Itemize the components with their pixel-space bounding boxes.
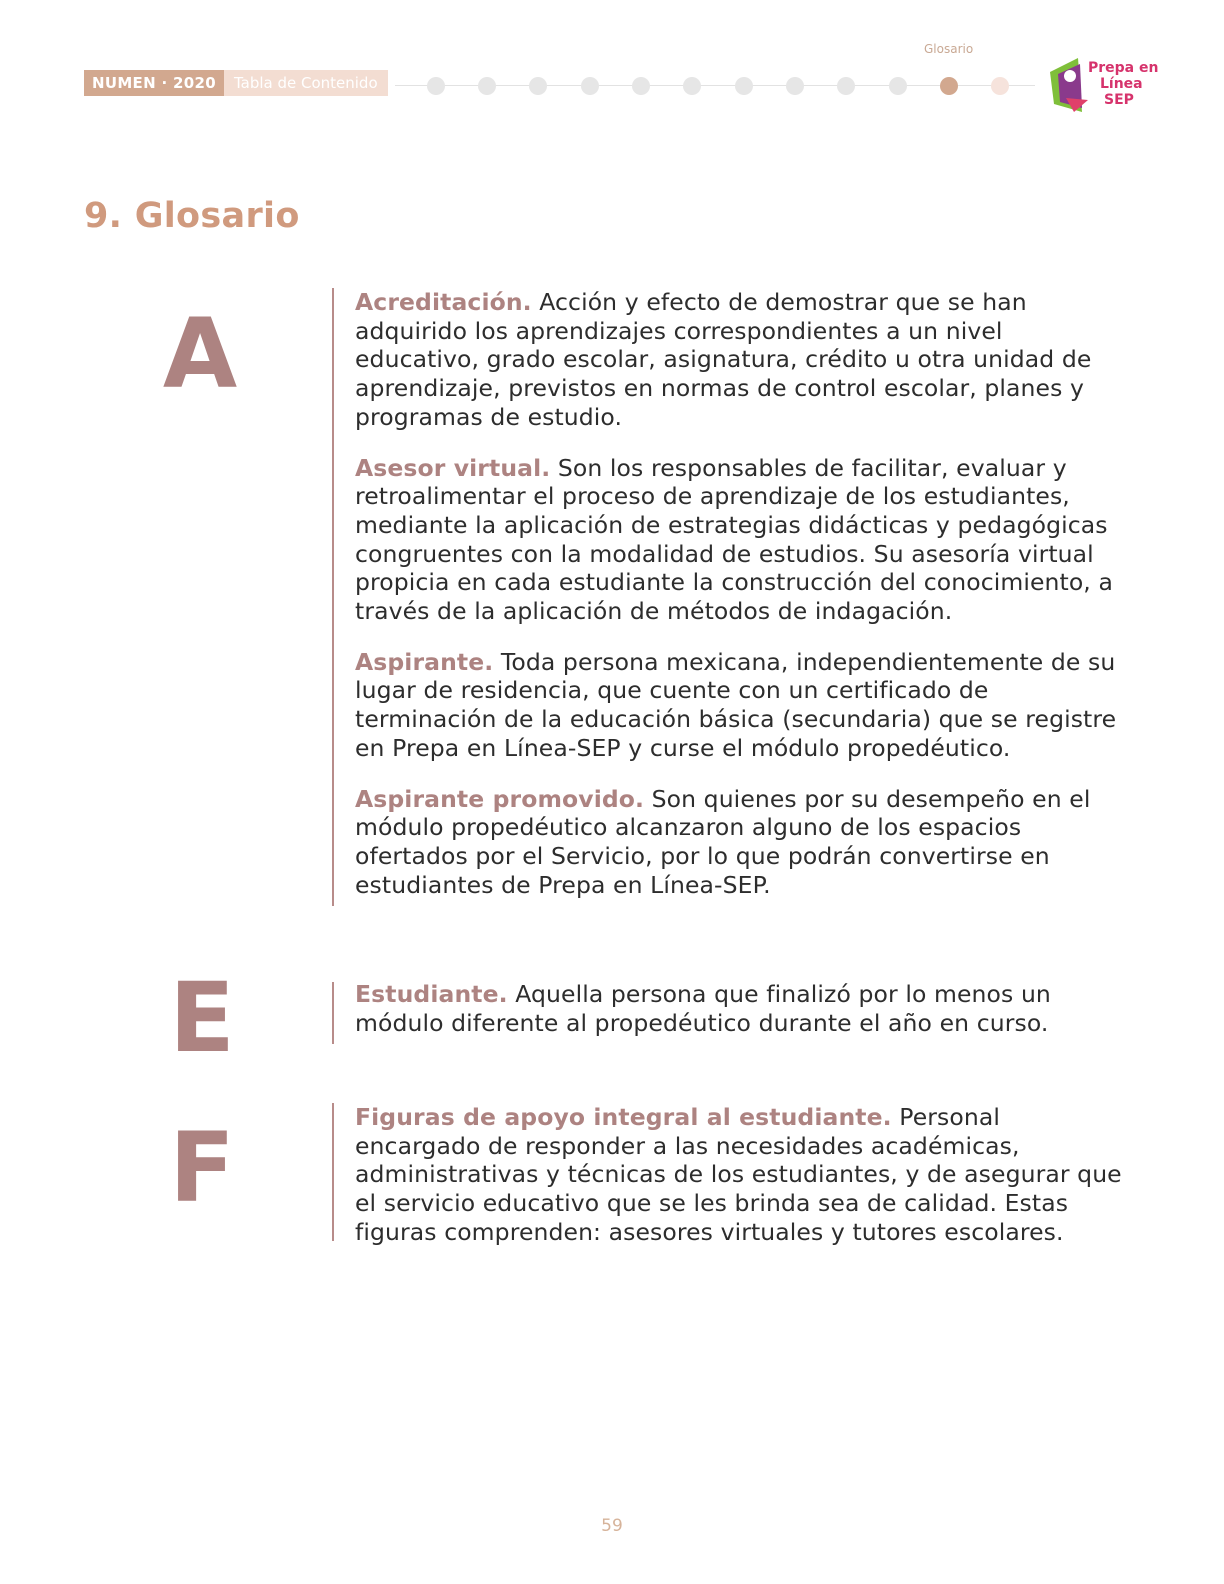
section-dot-4[interactable] [581,77,599,95]
glossary-entry [355,785,1130,900]
group-e-divider [332,982,334,1044]
page-title: 9. Glosario [84,196,300,236]
glossary-letter-f: F [169,1112,235,1224]
glossary-definition: Acción y efecto de demostrar que se han adquirido los aprendizajes correspondientes a un nivel educativo, grado escolar, asignatura, crédito u otra unidad de aprendizaje, previstos en normas de control escolar, planes y programas de estudio. [355,288,1092,431]
glossary-definition: Son quienes por su desempeño en el módulo propedéutico alcanzaron alguno de los espacios ofertados por el Servicio, por lo que podrán convertirse en estudiantes de Prepa en Línea-SEP. [355,784,1091,899]
header-badge [84,70,388,96]
svg-text:Prepa en: Prepa en [1088,60,1159,76]
glossary-group-f [355,1103,1130,1247]
section-dot-3[interactable] [529,77,547,95]
section-dot-1[interactable] [427,77,445,95]
glossary-entry [355,980,1130,1037]
section-dot-7[interactable] [735,77,753,95]
prepa-en-linea-sep-logo [1048,54,1159,116]
glossary-definition: Personal encargado de responder a las necesidades académicas, administrativas y técnicas de los estudiantes, y de asegurar que el servicio educativo que se les brinda sea de calidad. Estas figuras comprenden: asesores virtuales y tutores escolares. [355,1103,1122,1246]
section-dot-6[interactable] [683,77,701,95]
group-a-divider [332,288,334,906]
svg-text:SEP: SEP [1104,92,1134,108]
section-dot-8[interactable] [786,77,804,95]
publication-badge: NUMEN · 2020 [84,70,224,96]
table-of-contents-link[interactable]: Tabla de Contenido [224,70,388,96]
glossary-letter-a: A [162,298,238,410]
section-dot-5[interactable] [632,77,650,95]
page-number: 59 [601,1516,623,1536]
glossary-term: Aspirante. [355,647,494,676]
glossary-entry [355,1103,1130,1247]
glossary-term: Asesor virtual. [355,453,551,482]
section-dot-11-current[interactable] [940,77,958,95]
section-dot-2[interactable] [478,77,496,95]
glossary-group-e [355,980,1130,1037]
glossary-term: Aspirante promovido. [355,784,645,813]
glossary-definition: Toda persona mexicana, independientemente de su lugar de residencia, que cuente con un certificado de terminación de la educación básica (secundaria) que se registre en Prepa en Línea-SEP y curse el módulo propedéutico. [355,647,1117,762]
glossary-term: Figuras de apoyo integral al estudiante. [355,1103,892,1131]
group-f-divider [332,1103,334,1241]
glossary-entry [355,288,1130,432]
section-dot-9[interactable] [837,77,855,95]
glossary-definition: Aquella persona que finalizó por lo menos un módulo diferente al propedéutico durante el año en curso. [355,980,1051,1037]
glossary-term: Estudiante. [355,980,508,1008]
glossary-group-a [355,288,1130,899]
svg-text:Línea: Línea [1100,76,1143,92]
section-dot-12[interactable] [991,77,1009,95]
glossary-entry [355,454,1130,626]
glossary-letter-e: E [169,962,235,1074]
current-section-label: Glosario [924,42,974,56]
section-progress-nav [395,76,1035,96]
glossary-definition: Son los responsables de facilitar, evaluar y retroalimentar el proceso de aprendizaje de los estudiantes, mediante la aplicación de estrategias didácticas y pedagógicas congruentes con la modalidad de estudios. Su asesoría virtual propicia en cada estudiante la construcción del conocimiento, a través de la aplicación de métodos de indagación. [355,453,1113,626]
glossary-term: Acreditación. [355,288,532,316]
glossary-entry [355,648,1130,763]
section-dot-10[interactable] [889,77,907,95]
